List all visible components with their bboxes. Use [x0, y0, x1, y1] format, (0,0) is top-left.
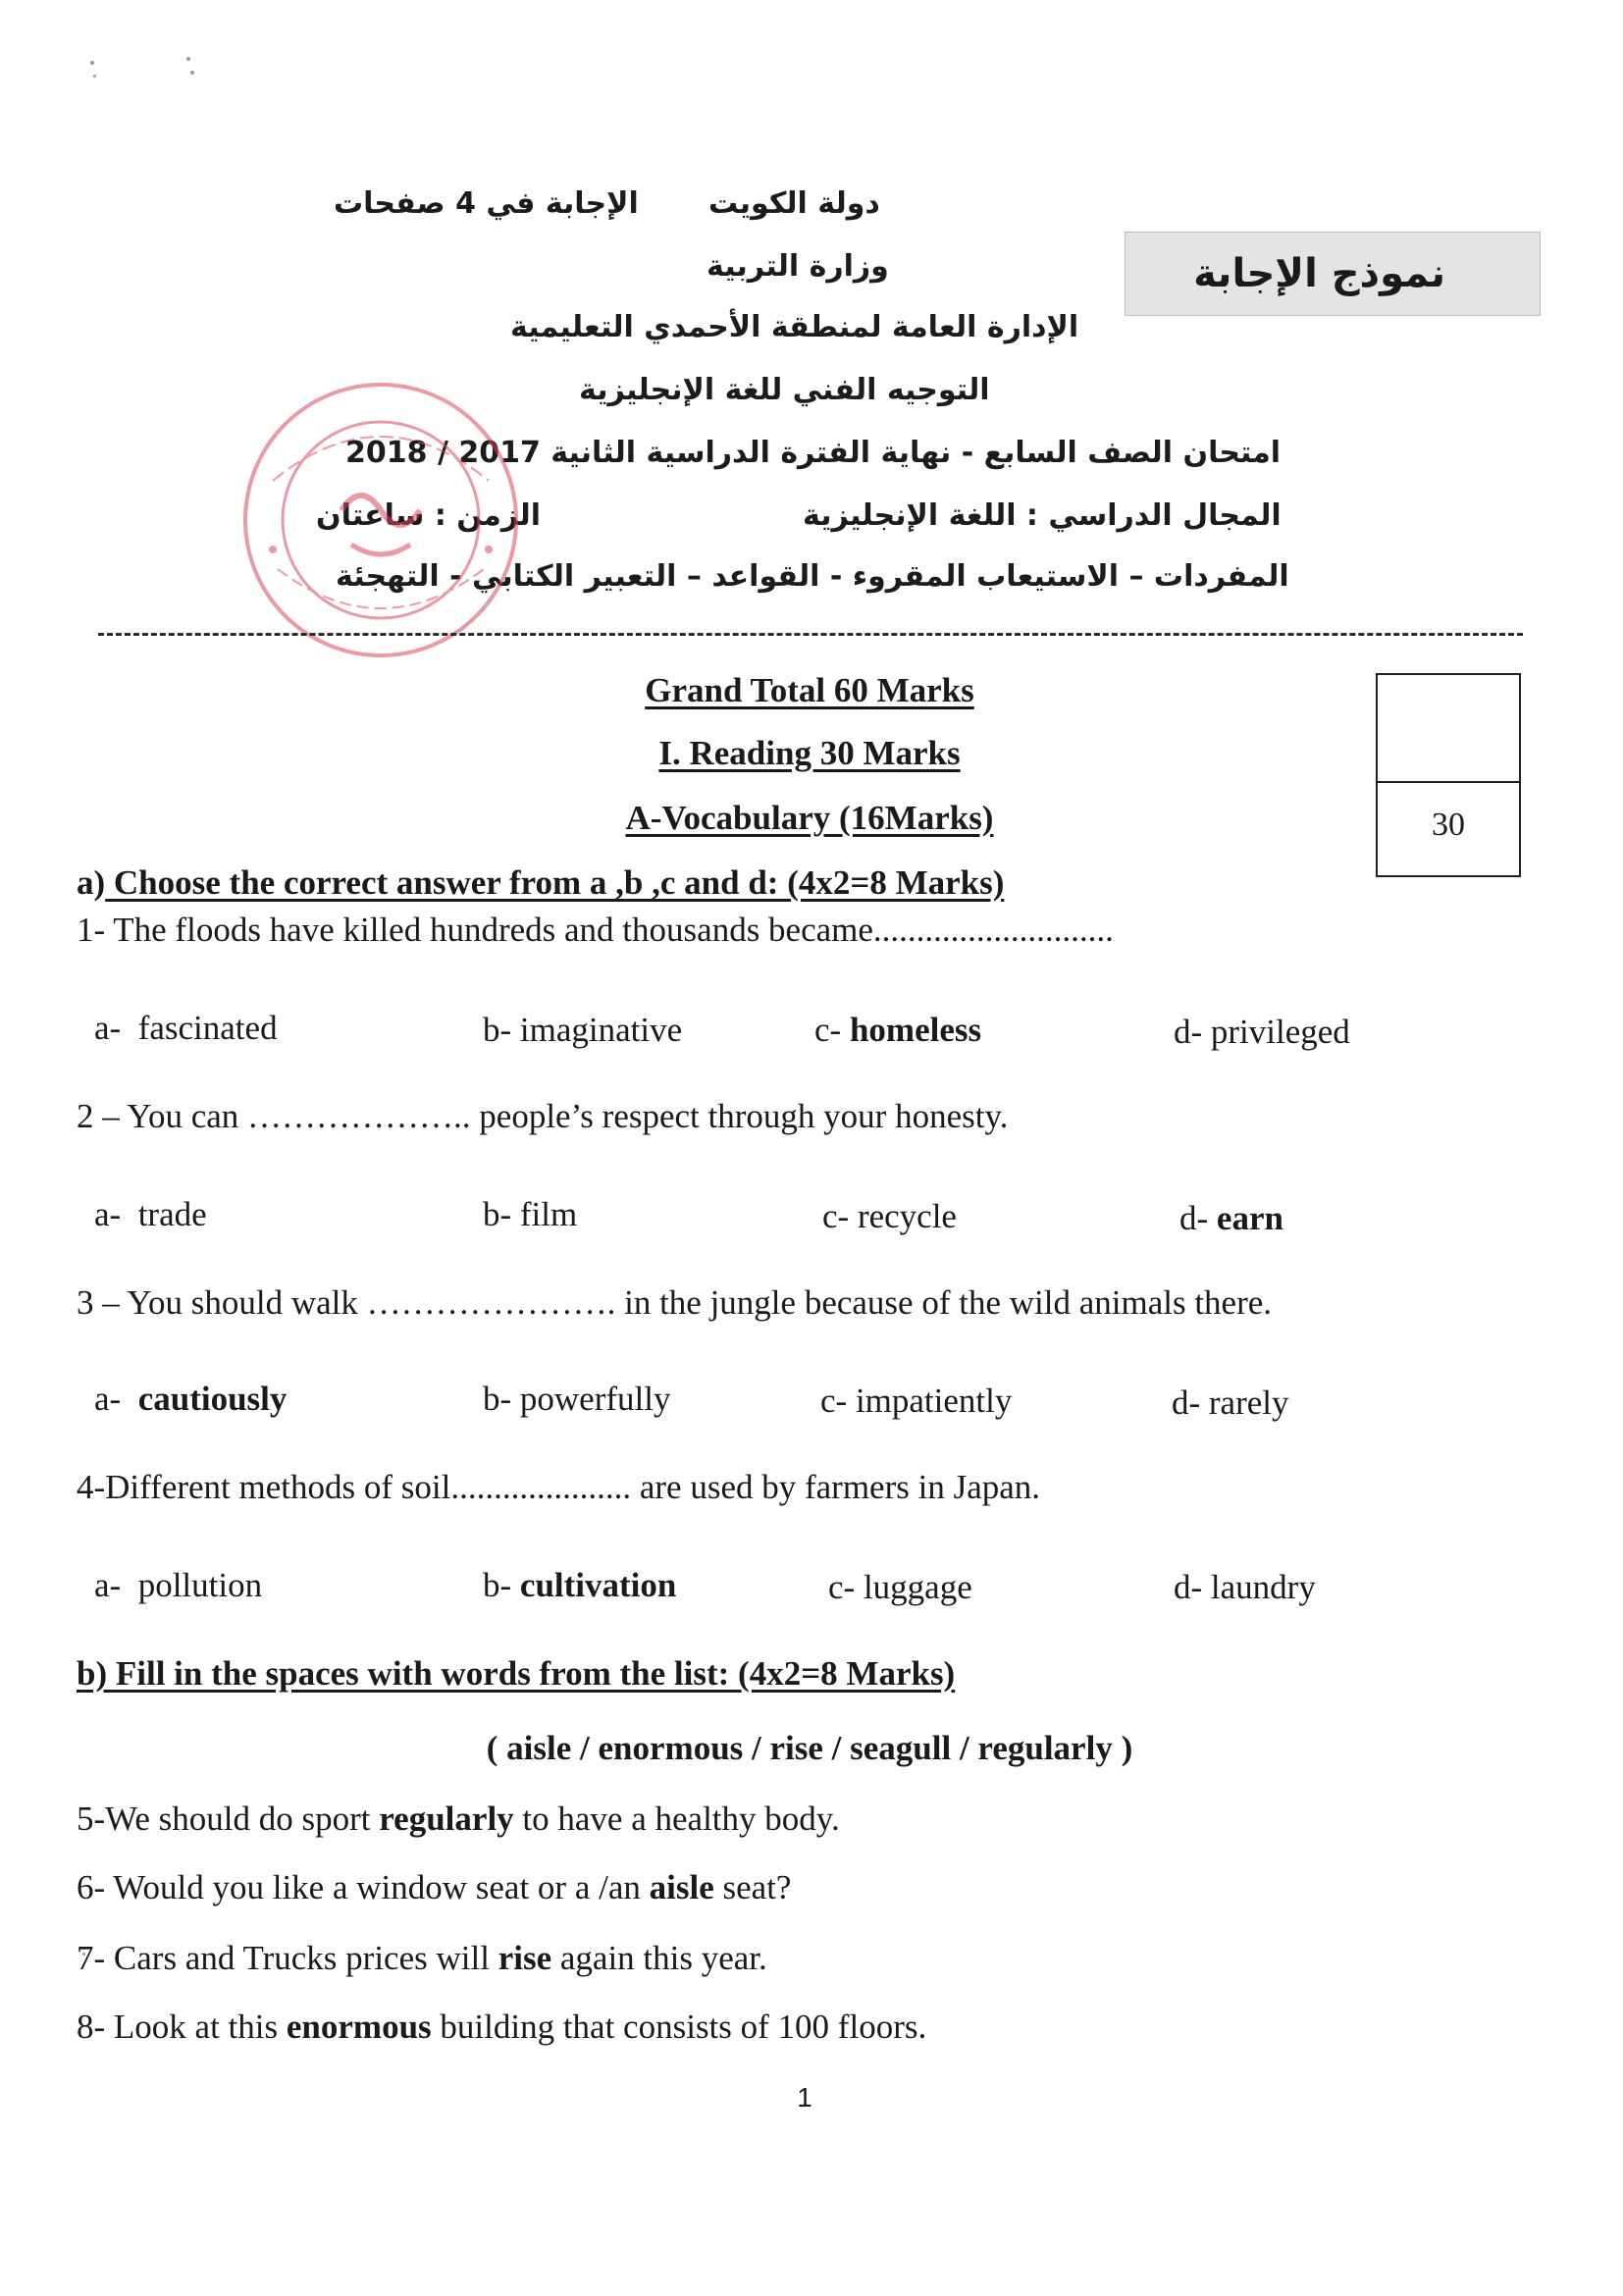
q1-option-c: c- homeless	[814, 1011, 982, 1049]
q4-option-b: b- cultivation	[483, 1566, 677, 1604]
scan-speck	[93, 75, 96, 78]
q3-option-c: c- impatiently	[820, 1382, 1013, 1420]
q1-option-a: a- fascinated	[94, 1009, 278, 1047]
time-label: الزمن : ساعتان	[316, 498, 542, 533]
exam-title: امتحان الصف السابع - نهاية الفترة الدراسية الثانية 2017 / 2018	[345, 436, 1282, 470]
scan-speck	[186, 57, 190, 61]
word-list: ( aisle / enormous / rise / seagull / regularly )	[486, 1729, 1133, 1767]
q1-option-d: d- privileged	[1174, 1013, 1350, 1051]
q2-option-c: c- recycle	[822, 1197, 957, 1235]
sentence-5: 5-We should do sport regularly to have a healthy body.	[77, 1800, 840, 1838]
header-divider	[98, 633, 1523, 636]
question-3: 3 – You should walk …………………. in the jungle because of the wild animals there.	[77, 1283, 1273, 1322]
answer-7: rise	[497, 1939, 552, 1977]
q4-option-d: d- laundry	[1174, 1568, 1316, 1606]
supervision-name: التوجيه الفني للغة الإنجليزية	[579, 373, 990, 407]
exam-components: المفردات – الاستيعاب المقروء - القواعد – التعبير الكتابي - التهجئة	[336, 559, 1289, 594]
answer-5: regularly	[379, 1800, 514, 1838]
q3-option-b: b- powerfully	[483, 1380, 671, 1418]
model-answer-label: نموذج الإجابة	[1193, 251, 1445, 296]
q1-option-b: b- imaginative	[483, 1011, 683, 1049]
question-1: 1- The floods have killed hundreds and thousands became............................	[77, 911, 1114, 949]
question-2: 2 – You can ……………….. people’s respect through your honesty.	[77, 1097, 1009, 1135]
page-number: 1	[797, 2082, 812, 2113]
q4-option-c: c- luggage	[828, 1568, 972, 1606]
q4-option-a: a- pollution	[94, 1566, 263, 1604]
answer-6: aisle	[649, 1868, 714, 1906]
answer-8: enormous	[286, 2008, 432, 2046]
question-4: 4-Different methods of soil..................... are used by farmers in Japan.	[77, 1468, 1041, 1506]
section-a-heading	[77, 863, 1004, 903]
section-score: 30	[1432, 807, 1465, 843]
sentence-8: 8- Look at this enormous building that consists of 100 floors.	[77, 2008, 927, 2046]
q3-option-a: a- cautiously	[94, 1380, 288, 1418]
model-answer-box	[1125, 232, 1541, 316]
section-a-instruction: Choose the correct answer from a ,b ,c and d: (4x2=8 Marks)	[105, 863, 1005, 902]
sentence-6: 6- Would you like a window seat or a /an aisle seat?	[77, 1868, 792, 1906]
score-box	[1376, 673, 1521, 877]
sentence-7: 7- Cars and Trucks prices will rise again this year.	[77, 1939, 767, 1977]
section-b-heading: b) Fill in the spaces with words from the list: (4x2=8 Marks)	[77, 1654, 956, 1693]
country-name: دولة الكويت	[708, 186, 880, 221]
q3-option-d: d- rarely	[1172, 1383, 1289, 1422]
scan-speck	[90, 61, 94, 65]
subject-label: المجال الدراسي : اللغة الإنجليزية	[803, 498, 1282, 533]
q2-option-a: a- trade	[94, 1195, 207, 1233]
vocabulary-title: A-Vocabulary (16Marks)	[625, 799, 994, 837]
official-stamp-icon	[234, 373, 528, 667]
ministry-name: وزارة التربية	[707, 249, 889, 284]
reading-title: I. Reading 30 Marks	[658, 734, 961, 772]
answer-pages-note: الإجابة في 4 صفحات	[334, 186, 639, 221]
score-box-divider	[1378, 781, 1519, 783]
directorate-name: الإدارة العامة لمنطقة الأحمدي التعليمية	[510, 310, 1079, 344]
scan-speck	[190, 71, 194, 75]
q2-option-b: b- film	[483, 1195, 578, 1233]
grand-total-title: Grand Total 60 Marks	[645, 671, 974, 709]
section-a-prefix: a)	[77, 863, 106, 902]
q2-option-d: d- earn	[1179, 1199, 1283, 1237]
